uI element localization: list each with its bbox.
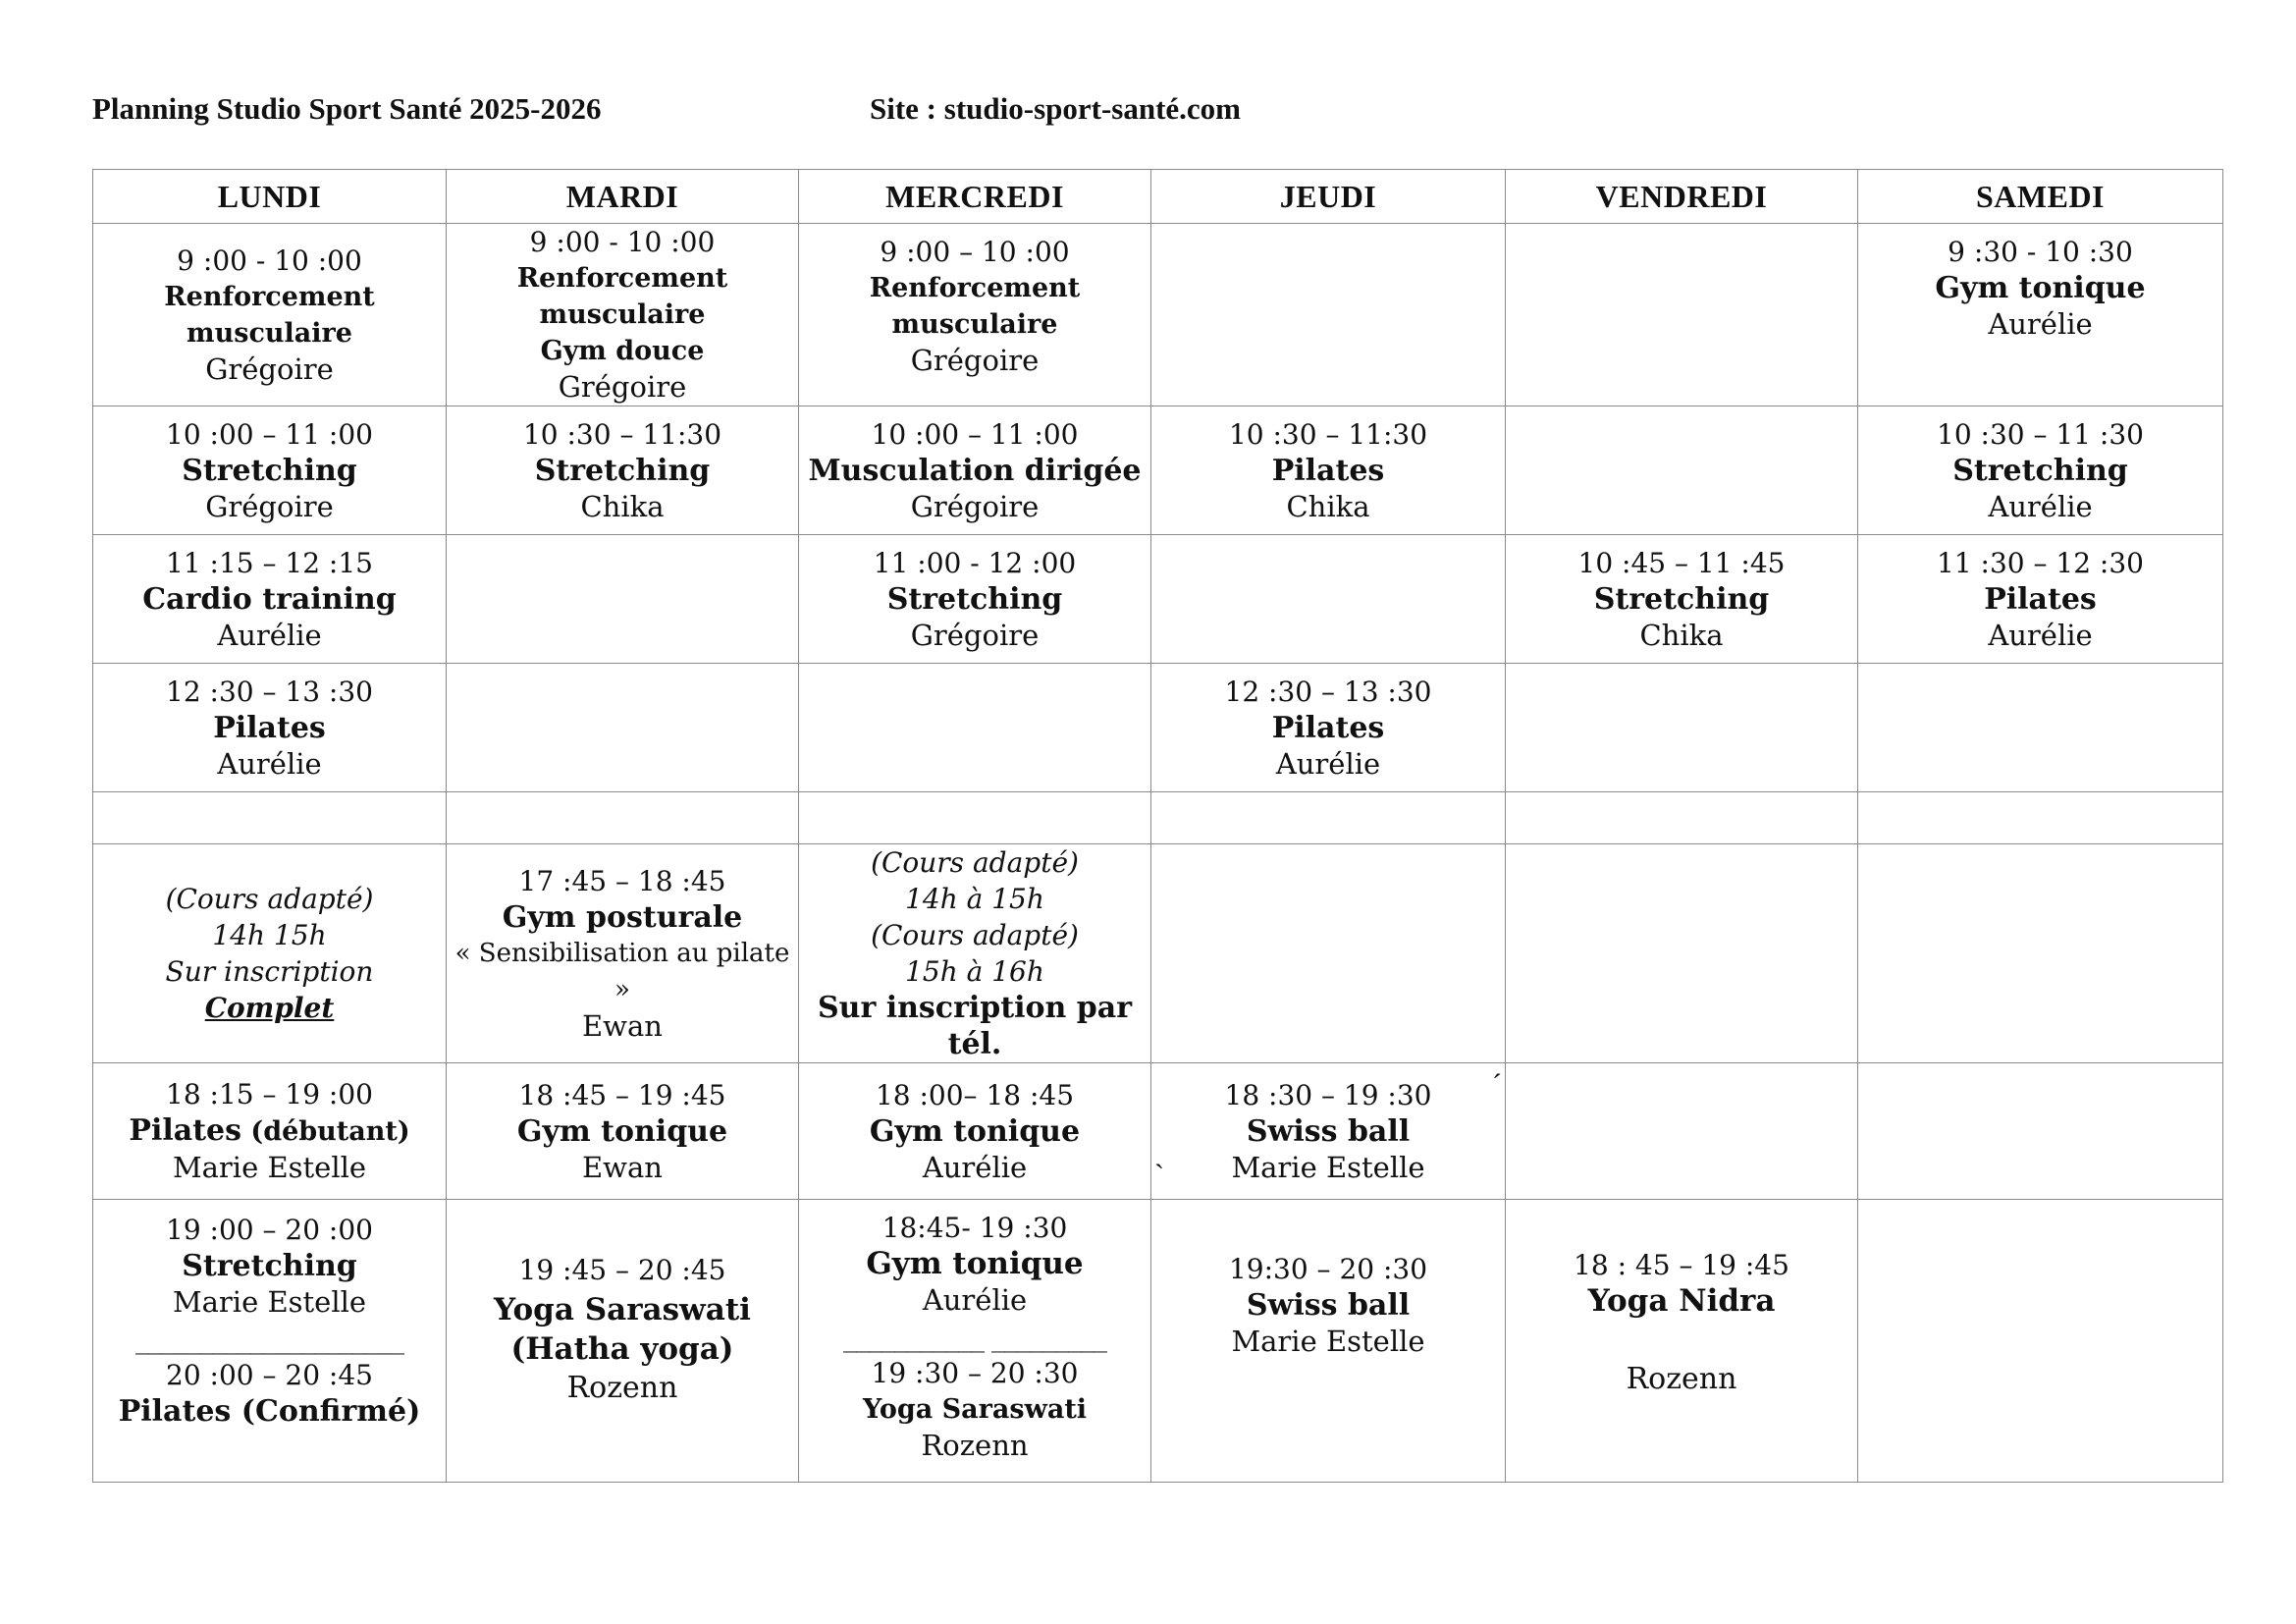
class-time: 10 :45 – 11 :45 bbox=[1577, 546, 1786, 579]
day-header-tuesday: MARDI bbox=[447, 170, 799, 224]
class-name-secondary: Yoga Saraswati bbox=[862, 1394, 1088, 1425]
cell-separator: _____________________ bbox=[135, 1323, 403, 1355]
page-header bbox=[92, 91, 2252, 140]
coach-name: Chika bbox=[580, 489, 665, 523]
class-time: 19:30 – 20 :30 bbox=[1228, 1253, 1428, 1285]
schedule-cell bbox=[1151, 664, 1506, 792]
class-time: 11 :00 - 12 :00 bbox=[873, 546, 1077, 579]
schedule-cell-empty bbox=[1506, 1063, 1858, 1200]
coach-name: Marie Estelle bbox=[172, 1151, 367, 1184]
class-time: 17 :45 – 18 :45 bbox=[518, 864, 726, 897]
schedule-cell bbox=[93, 1200, 447, 1483]
coach-name: Aurélie bbox=[217, 746, 322, 781]
schedule-cell-empty bbox=[1151, 535, 1506, 664]
class-name: Stretching bbox=[534, 453, 711, 488]
table-row bbox=[93, 844, 2223, 1063]
signup-note: Sur inscription bbox=[165, 955, 374, 988]
table-row bbox=[93, 1200, 2223, 1483]
class-name: Gym tonique bbox=[866, 1246, 1084, 1281]
class-note: « Sensibilisation au pilate » bbox=[454, 938, 790, 1004]
schedule-table bbox=[92, 169, 2223, 1483]
schedule-cell-empty bbox=[1858, 1063, 2223, 1200]
schedule-cell-empty bbox=[1151, 792, 1506, 844]
schedule-cell bbox=[447, 224, 799, 406]
class-time: 10 :00 – 11 :00 bbox=[166, 417, 373, 451]
class-time: 12 :30 – 13 :30 bbox=[1224, 675, 1432, 708]
schedule-cell-empty bbox=[1858, 664, 2223, 792]
schedule-cell-empty bbox=[799, 792, 1151, 844]
schedule-cell-empty bbox=[1506, 224, 1858, 406]
stray-mark: ˊ bbox=[1492, 1068, 1502, 1101]
day-header-thursday: JEUDI bbox=[1151, 170, 1506, 224]
schedule-cell bbox=[93, 844, 447, 1063]
class-name-secondary: (Hatha yoga) bbox=[510, 1331, 734, 1367]
stray-mark: ˋ bbox=[1154, 1159, 1164, 1191]
class-name-group bbox=[129, 1112, 409, 1150]
day-header-row bbox=[93, 170, 2223, 224]
adapted-course-label: (Cours adapté) bbox=[165, 883, 374, 915]
class-name: Pilates bbox=[213, 710, 326, 745]
coach-name: Grégoire bbox=[910, 489, 1040, 523]
class-name: Stretching bbox=[182, 1249, 357, 1283]
class-time: 10 :00 – 11 :00 bbox=[871, 417, 1079, 451]
schedule-cell bbox=[1151, 1063, 1506, 1200]
table-row-spacer bbox=[93, 792, 2223, 844]
table-row bbox=[93, 664, 2223, 792]
class-time: 11 :15 – 12 :15 bbox=[166, 546, 373, 579]
coach-name: Aurélie bbox=[1988, 618, 2093, 652]
coach-name: Grégoire bbox=[558, 370, 687, 404]
schedule-cell-empty bbox=[1151, 844, 1506, 1063]
coach-name: Aurélie bbox=[1275, 746, 1381, 781]
schedule-cell bbox=[1858, 535, 2223, 664]
coach-name: Aurélie bbox=[922, 1150, 1028, 1184]
class-name: Cardio training bbox=[142, 581, 397, 617]
schedule-cell bbox=[447, 1200, 799, 1483]
class-time: 18:45- 19 :30 bbox=[881, 1212, 1068, 1244]
cell-separator: ___________ _________ bbox=[843, 1321, 1106, 1353]
schedule-cell-empty bbox=[1858, 844, 2223, 1063]
class-name: Yoga Saraswati bbox=[494, 1292, 751, 1327]
schedule-cell bbox=[799, 1200, 1151, 1483]
schedule-cell-empty bbox=[447, 792, 799, 844]
class-time: 18 :45 – 19 :45 bbox=[518, 1078, 726, 1111]
class-name: Gym tonique bbox=[869, 1113, 1081, 1149]
schedule-cell-empty bbox=[1506, 664, 1858, 792]
coach-name: Rozenn bbox=[566, 1371, 678, 1405]
schedule-cell-empty bbox=[1506, 792, 1858, 844]
status-complete: Complet bbox=[204, 992, 335, 1024]
schedule-cell-empty bbox=[93, 792, 447, 844]
class-name-secondary: Gym douce bbox=[540, 336, 705, 366]
schedule-cell-empty bbox=[447, 664, 799, 792]
class-time: 9 :00 - 10 :00 bbox=[529, 226, 716, 258]
class-name: Musculation dirigée bbox=[808, 453, 1142, 488]
coach-name: Grégoire bbox=[910, 618, 1040, 652]
coach-name: Aurélie bbox=[217, 618, 322, 652]
class-name: Pilates bbox=[1984, 581, 2097, 617]
class-time: 9 :00 - 10 :00 bbox=[177, 244, 362, 277]
coach-name: Aurélie bbox=[1988, 307, 2093, 341]
schedule-cell-empty bbox=[447, 535, 799, 664]
schedule-cell bbox=[799, 1063, 1151, 1200]
table-row bbox=[93, 535, 2223, 664]
class-time: 19 :45 – 20 :45 bbox=[518, 1254, 726, 1286]
coach-name: Marie Estelle bbox=[172, 1285, 367, 1319]
schedule-cell bbox=[1858, 406, 2223, 535]
adapted-course-label: (Cours adapté) bbox=[871, 846, 1079, 879]
class-time: 9 :30 - 10 :30 bbox=[1948, 236, 2133, 268]
schedule-cell-empty bbox=[1151, 224, 1506, 406]
class-name: Stretching bbox=[1593, 581, 1770, 617]
schedule-cell-empty bbox=[1506, 406, 1858, 535]
class-name: Swiss ball bbox=[1246, 1113, 1411, 1149]
adapted-course-label-secondary: (Cours adapté) bbox=[871, 919, 1079, 951]
schedule-cell bbox=[1151, 406, 1506, 535]
class-time: 18 :30 – 19 :30 bbox=[1224, 1078, 1432, 1111]
class-time: 11 :30 – 12 :30 bbox=[1937, 546, 2144, 579]
class-time-secondary: 19 :30 – 20 :30 bbox=[871, 1357, 1079, 1389]
table-row bbox=[93, 224, 2223, 406]
schedule-cell bbox=[1858, 224, 2223, 406]
class-time: 9 :00 – 10 :00 bbox=[880, 236, 1070, 268]
class-time: 18 : 45 – 19 :45 bbox=[1574, 1249, 1789, 1281]
class-name: Pilates bbox=[1271, 710, 1385, 745]
class-name: Yoga Nidra bbox=[1587, 1283, 1776, 1319]
day-header-wednesday: MERCREDI bbox=[799, 170, 1151, 224]
class-name-secondary: Pilates (Confirmé) bbox=[118, 1394, 421, 1429]
schedule-cell bbox=[1506, 535, 1858, 664]
schedule-cell bbox=[1506, 1200, 1858, 1483]
schedule-cell bbox=[93, 664, 447, 792]
class-name: Pilates bbox=[1271, 453, 1385, 488]
coach-name: Chika bbox=[1286, 489, 1370, 523]
coach-name: Grégoire bbox=[205, 489, 334, 523]
document-title: Planning Studio Sport Santé 2025-2026 bbox=[92, 91, 602, 126]
schedule-cell bbox=[93, 535, 447, 664]
class-name: Stretching bbox=[886, 581, 1063, 617]
day-header-friday: VENDREDI bbox=[1506, 170, 1858, 224]
class-name: Renforcement musculaire bbox=[516, 263, 728, 330]
schedule-cell bbox=[93, 224, 447, 406]
schedule-cell-empty bbox=[1858, 1200, 2223, 1483]
class-time: 14h à 15h bbox=[905, 883, 1044, 915]
schedule-cell bbox=[799, 406, 1151, 535]
coach-name-secondary: Rozenn bbox=[921, 1429, 1029, 1462]
day-header-monday: LUNDI bbox=[93, 170, 447, 224]
coach-name: Ewan bbox=[582, 1150, 663, 1184]
class-name: Swiss ball bbox=[1246, 1288, 1411, 1323]
schedule-cell bbox=[799, 844, 1151, 1063]
schedule-cell bbox=[1151, 1200, 1506, 1483]
class-time-secondary: 15h à 16h bbox=[905, 955, 1044, 988]
class-name: Pilates bbox=[129, 1113, 242, 1148]
class-time: 19 :00 – 20 :00 bbox=[166, 1214, 373, 1246]
class-name: Stretching bbox=[182, 453, 357, 488]
class-name: Renforcement musculaire bbox=[164, 281, 375, 349]
schedule-cell-empty bbox=[799, 664, 1151, 792]
coach-name: Ewan bbox=[582, 1008, 663, 1043]
class-name: Stretching bbox=[1952, 453, 2128, 488]
coach-name: Rozenn bbox=[1626, 1362, 1737, 1396]
class-time: 14h 15h bbox=[212, 919, 327, 951]
table-row bbox=[93, 406, 2223, 535]
coach-name: Aurélie bbox=[922, 1283, 1028, 1317]
site-label: Site : studio-sport-santé.com bbox=[870, 91, 1241, 126]
schedule-cell bbox=[799, 224, 1151, 406]
class-time-secondary: 20 :00 – 20 :45 bbox=[166, 1359, 373, 1391]
schedule-cell bbox=[447, 844, 799, 1063]
class-name: Gym tonique bbox=[1935, 271, 2146, 305]
class-time: 12 :30 – 13 :30 bbox=[166, 675, 373, 708]
coach-name: Marie Estelle bbox=[1231, 1325, 1425, 1358]
day-header-saturday: SAMEDI bbox=[1858, 170, 2223, 224]
class-name: Gym posturale bbox=[502, 899, 743, 935]
coach-name: Chika bbox=[1639, 618, 1724, 652]
schedule-cell bbox=[93, 406, 447, 535]
schedule-cell bbox=[447, 406, 799, 535]
coach-name: Grégoire bbox=[910, 344, 1040, 377]
class-name: Renforcement musculaire bbox=[869, 273, 1081, 340]
schedule-cell-empty bbox=[1506, 844, 1858, 1063]
schedule-cell bbox=[93, 1063, 447, 1200]
class-time: 18 :15 – 19 :00 bbox=[166, 1078, 373, 1110]
coach-name: Marie Estelle bbox=[1231, 1150, 1425, 1184]
signup-note: Sur inscription par tél. bbox=[817, 991, 1132, 1061]
class-time: 18 :00– 18 :45 bbox=[875, 1078, 1075, 1111]
schedule-cell bbox=[447, 1063, 799, 1200]
coach-name: Grégoire bbox=[205, 352, 334, 386]
class-name: Gym tonique bbox=[516, 1113, 728, 1149]
coach-name: Aurélie bbox=[1988, 489, 2093, 523]
schedule-cell-empty bbox=[1858, 792, 2223, 844]
class-time: 10 :30 – 11:30 bbox=[522, 417, 722, 451]
class-time: 10 :30 – 11 :30 bbox=[1937, 417, 2144, 451]
class-level: (débutant) bbox=[241, 1116, 410, 1147]
class-time: 10 :30 – 11:30 bbox=[1228, 417, 1428, 451]
schedule-cell bbox=[799, 535, 1151, 664]
